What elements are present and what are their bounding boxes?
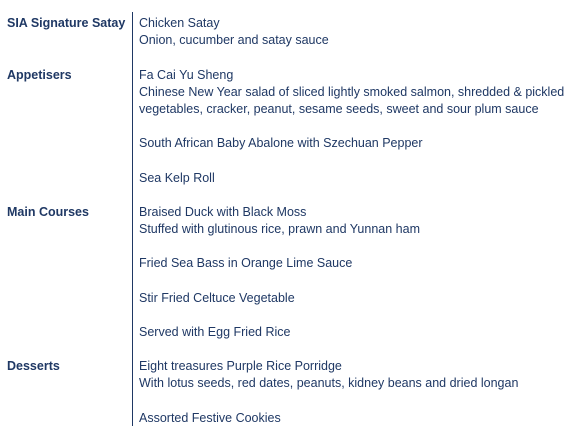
dish-description: Onion, cucumber and satay sauce xyxy=(139,33,329,47)
category-heading: Main Courses xyxy=(7,205,89,219)
dish-description: With lotus seeds, red dates, peanuts, kidney beans and dried longan xyxy=(139,376,519,390)
dish-name: Eight treasures Purple Rice Porridge xyxy=(139,359,342,373)
dish-name: Fried Sea Bass in Orange Lime Sauce xyxy=(139,256,353,270)
dish-description: vegetables, cracker, peanut, sesame seeds, sweet and sour plum sauce xyxy=(139,102,539,116)
category-heading: SIA Signature Satay xyxy=(7,16,126,30)
dish-description: Chinese New Year salad of sliced lightly smoked salmon, shredded & pickled xyxy=(139,85,565,99)
dish-name: Sea Kelp Roll xyxy=(139,171,215,185)
dish-name: Stir Fried Celtuce Vegetable xyxy=(139,291,295,305)
dish-name: Assorted Festive Cookies xyxy=(139,411,281,425)
dish-name: South African Baby Abalone with Szechuan Pepper xyxy=(139,136,423,150)
dish-description: Stuffed with glutinous rice, prawn and Yunnan ham xyxy=(139,222,420,236)
dish-name: Braised Duck with Black Moss xyxy=(139,205,307,219)
category-heading: Appetisers xyxy=(7,68,72,82)
dish-name: Fa Cai Yu Sheng xyxy=(139,68,234,82)
dish-name: Served with Egg Fried Rice xyxy=(139,325,291,339)
category-heading: Desserts xyxy=(7,359,60,373)
column-divider xyxy=(132,12,133,426)
dish-name: Chicken Satay xyxy=(139,16,220,30)
